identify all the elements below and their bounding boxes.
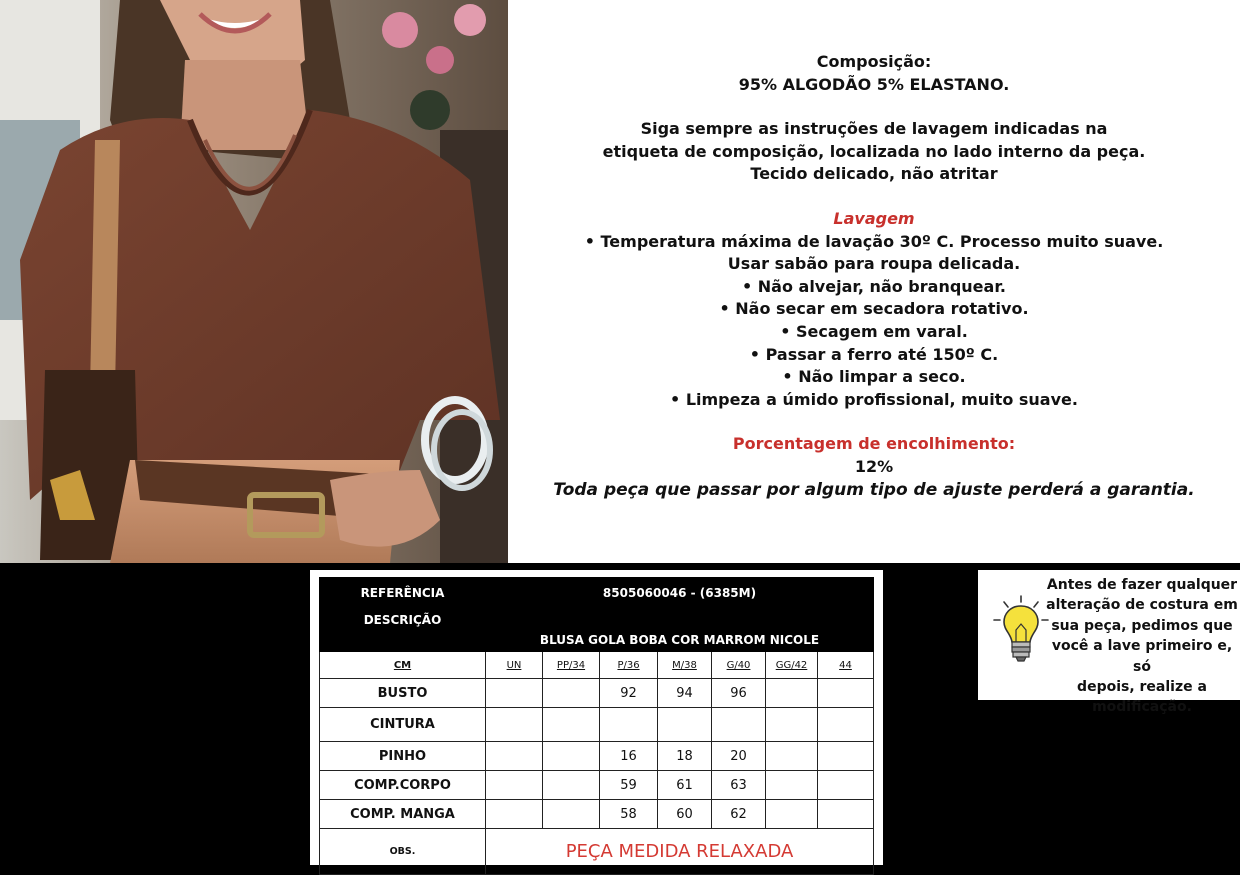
measure-cell: 96 <box>712 679 766 708</box>
warranty-note: Toda peça que passar por algum tipo de ajuste perderá a garantia. <box>553 479 1195 500</box>
tip-line: depois, realize a <box>1077 679 1207 696</box>
tip-box <box>978 570 1240 716</box>
shrink-title: Porcentagem de encolhimento: <box>732 434 1016 454</box>
measure-cell: 18 <box>658 742 712 771</box>
instruction-line: etiqueta de composição, localizada no lado interno da peça. <box>602 141 1146 161</box>
measure-cell: 16 <box>600 742 658 771</box>
size-header: PP/34 <box>543 652 600 679</box>
measure-cell <box>658 708 712 742</box>
measure-cell: 20 <box>712 742 766 771</box>
unit-label: CM <box>320 652 486 679</box>
measure-cell: 59 <box>600 771 658 800</box>
wash-item: • Limpeza a úmido profissional, muito suave. <box>670 389 1078 409</box>
tip-line: sua peça, pedimos que <box>1051 617 1233 634</box>
size-header: GG/42 <box>766 652 818 679</box>
measure-cell <box>486 679 543 708</box>
reference-value: 8505060046 - (6385M) <box>486 578 874 609</box>
wash-item: Usar sabão para roupa delicada. <box>727 254 1021 274</box>
lightbulb-icon <box>990 594 1052 666</box>
tip-line: você a lave primeiro e, só <box>1051 638 1233 675</box>
obs-label: OBS. <box>320 829 486 875</box>
care-instructions-panel <box>508 0 1240 563</box>
measure-cell <box>766 742 818 771</box>
description-row <box>320 609 874 652</box>
size-table <box>319 577 874 875</box>
tip-line: modificação. <box>1092 699 1192 716</box>
measure-cell <box>486 771 543 800</box>
wash-item: • Secagem em varal. <box>780 321 968 341</box>
composition-title: Composição: <box>816 52 932 71</box>
size-chart <box>310 570 883 865</box>
measure-cell <box>818 771 874 800</box>
measure-label: COMP.CORPO <box>320 771 486 800</box>
table-row <box>320 800 874 829</box>
measure-cell <box>818 800 874 829</box>
wash-item: • Passar a ferro até 150º C. <box>749 344 999 364</box>
measure-label: CINTURA <box>320 708 486 742</box>
measure-cell <box>543 771 600 800</box>
measure-cell: 92 <box>600 679 658 708</box>
reference-label: REFERÊNCIA <box>320 578 486 609</box>
measure-cell: 94 <box>658 679 712 708</box>
description-value: BLUSA GOLA BOBA COR MARROM NICOLE <box>486 609 874 652</box>
measure-cell <box>818 708 874 742</box>
measure-cell: 62 <box>712 800 766 829</box>
table-row <box>320 742 874 771</box>
wash-item: • Não secar em secadora rotativo. <box>719 299 1029 319</box>
measure-cell <box>543 742 600 771</box>
measure-label: COMP. MANGA <box>320 800 486 829</box>
measure-label: PINHO <box>320 742 486 771</box>
measure-cell <box>600 708 658 742</box>
measure-cell <box>543 708 600 742</box>
composition-value: 95% ALGODÃO 5% ELASTANO. <box>738 74 1010 94</box>
measure-cell <box>818 679 874 708</box>
table-row <box>320 679 874 708</box>
shrink-value: 12% <box>854 456 894 476</box>
instruction-line: Tecido delicado, não atritar <box>750 164 998 184</box>
measure-label: BUSTO <box>320 679 486 708</box>
wash-title: Lavagem <box>833 208 915 228</box>
table-row <box>320 708 874 742</box>
measure-cell <box>712 708 766 742</box>
instruction-line: Siga sempre as instruções de lavagem indicadas na <box>640 119 1108 139</box>
table-row <box>320 771 874 800</box>
measure-cell <box>766 679 818 708</box>
reference-row <box>320 578 874 609</box>
measure-cell <box>486 800 543 829</box>
measure-cell <box>486 742 543 771</box>
measure-cell <box>543 679 600 708</box>
size-header: G/40 <box>712 652 766 679</box>
measure-cell: 60 <box>658 800 712 829</box>
size-header: P/36 <box>600 652 658 679</box>
tip-line: alteração de costura em <box>1046 597 1238 614</box>
measure-cell <box>543 800 600 829</box>
obs-value: PEÇA MEDIDA RELAXADA <box>486 829 874 875</box>
measure-cell: 58 <box>600 800 658 829</box>
size-header: M/38 <box>658 652 712 679</box>
measure-cell <box>818 742 874 771</box>
measure-cell: 61 <box>658 771 712 800</box>
obs-row <box>320 829 874 875</box>
measure-cell <box>766 771 818 800</box>
measure-cell: 63 <box>712 771 766 800</box>
size-header-row <box>320 652 874 679</box>
tip-line: Antes de fazer qualquer <box>1046 577 1238 593</box>
measure-cell <box>486 708 543 742</box>
wash-item: • Temperatura máxima de lavação 30º C. Processo muito suave. <box>584 231 1164 251</box>
measure-cell <box>766 800 818 829</box>
description-label: DESCRIÇÃO <box>320 609 486 652</box>
size-header: 44 <box>818 652 874 679</box>
wash-item: • Não alvejar, não branquear. <box>741 276 1007 296</box>
size-header: UN <box>486 652 543 679</box>
measure-cell <box>766 708 818 742</box>
tip-text <box>1044 575 1240 718</box>
product-photo <box>0 0 508 563</box>
wash-item: • Não limpar a seco. <box>782 367 966 387</box>
